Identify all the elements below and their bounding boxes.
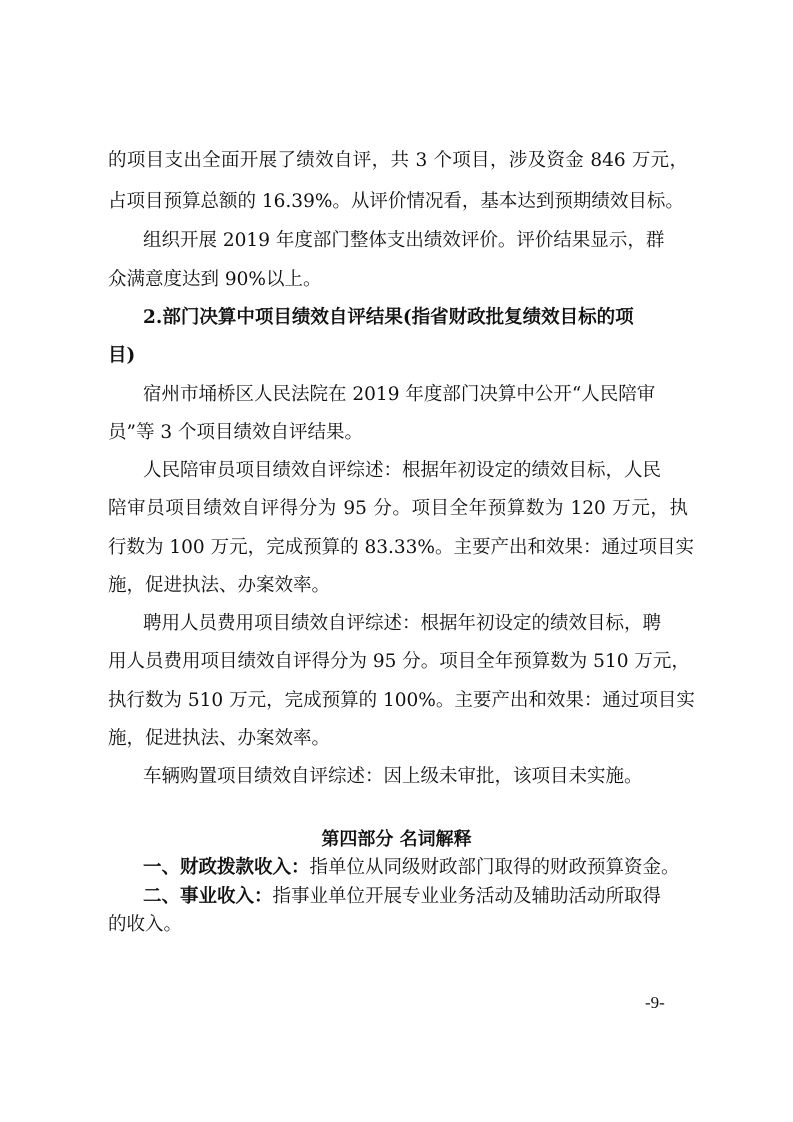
definition-text: 指单位从同级财政部门取得的财政预算资金。 [309,857,680,878]
paragraph-line: 执行数为 510 万元，完成预算的 100%。主要产出和效果：通过项目实 [108,690,695,711]
definition-line [143,853,680,883]
section-heading: 目) [108,345,136,366]
paragraph-line: 施，促进执法、办案效率。 [108,575,331,596]
paragraph-line: 行数为 100 万元，完成预算的 83.33%。主要产出和效果：通过项目实 [108,537,694,558]
page-number: -9- [645,993,665,1012]
definition-term: 二、事业收入： [143,886,273,907]
paragraph-line: 人民陪审员项目绩效自评综述：根据年初设定的绩效目标，人民 [143,460,662,481]
paragraph-line: 聘用人员费用项目绩效自评综述：根据年初设定的绩效目标，聘 [143,613,662,634]
paragraph-line: 员”等 3 个项目绩效自评结果。 [108,422,363,443]
paragraph-line: 陪审员项目绩效自评得分为 95 分。项目全年预算数为 120 万元，执 [108,498,688,519]
section-title: 第四部分 名词解释 [321,829,472,850]
paragraph-line: 施，促进执法、办案效率。 [108,728,331,749]
paragraph-line: 宿州市埇桥区人民法院在 2019 年度部门决算中公开“人民陪审 [143,384,656,405]
definition-text: 指事业单位开展专业业务活动及辅助活动所取得 [272,886,662,907]
paragraph-line: 组织开展 2019 年度部门整体支出绩效评价。评价结果显示，群 [143,230,665,251]
definition-line: 的收入。 [108,914,183,935]
section-heading: 2.部门决算中项目绩效自评结果(指省财政批复绩效目标的项 [143,307,634,328]
paragraph-line: 用人员费用项目绩效自评得分为 95 分。项目全年预算数为 510 万元， [108,651,690,672]
paragraph-line: 的项目支出全面开展了绩效自评，共 3 个项目，涉及资金 846 万元， [108,150,688,171]
paragraph-line: 占项目预算总额的 16.39%。从评价情况看，基本达到预期绩效目标。 [108,191,684,212]
definition-line [143,882,661,912]
paragraph-line: 众满意度达到 90%以上。 [108,269,322,290]
definition-term: 一、财政拨款收入： [143,857,310,878]
paragraph-line: 车辆购置项目绩效自评综述：因上级未审批，该项目未实施。 [143,766,643,787]
